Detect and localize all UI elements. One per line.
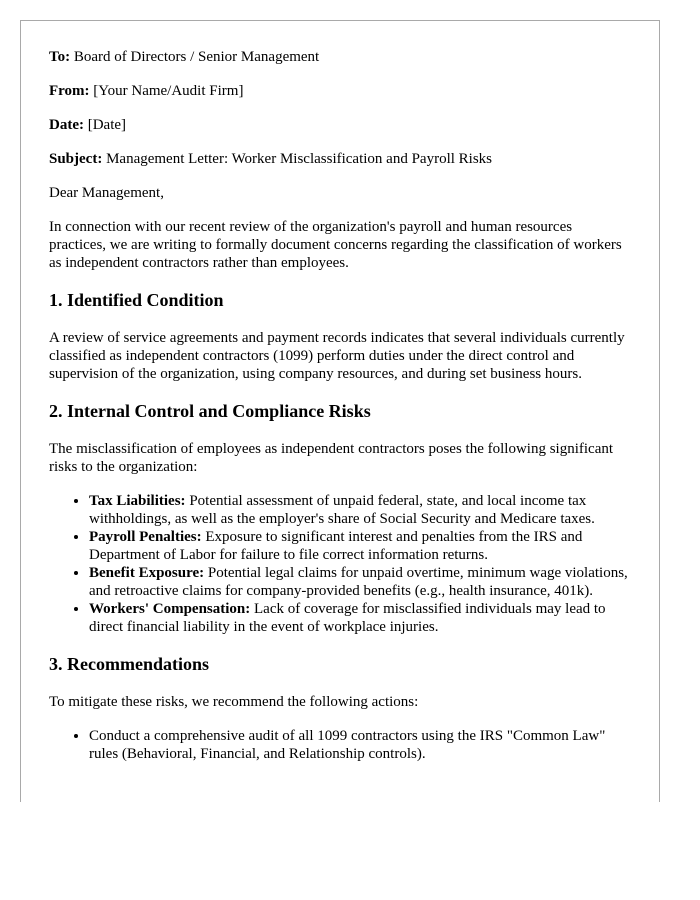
risk-item-label: Workers' Compensation: (89, 601, 251, 617)
salutation: Dear Management, (49, 185, 164, 201)
section1-heading: 1. Identified Condition (49, 290, 224, 310)
risk-item-text: Potential legal claims for unpaid overtime, minimum wage violations, and retroactive claims for company-provided benefits (e.g., health insurance, 401k). (89, 565, 628, 599)
to-label: To: (49, 49, 71, 65)
subject-value: Management Letter: Worker Misclassification and Payroll Risks (102, 151, 493, 167)
risk-item-text: Exposure to significant interest and penalties from the IRS and Department of Labor for failure to file correct information returns. (89, 529, 583, 563)
risk-item-label: Payroll Penalties: (89, 529, 202, 545)
letter-frame (20, 20, 660, 802)
risk-item-text: Potential assessment of unpaid federal, state, and local income tax withholdings, as well as the employer's share of Social Security and Medicare taxes. (89, 493, 595, 527)
section1-paragraph: A review of service agreements and payment records indicates that several individuals currently classified as independent contractors (1099) perform duties under the direct control and supervision of the organization, using company resources, and during set business hours. (49, 330, 625, 382)
risk-item-tax (89, 492, 631, 528)
intro-paragraph: In connection with our recent review of the organization's payroll and human resources practices, we are writing to formally document concerns regarding the classification of workers as independent contractors rather than employees. (49, 219, 622, 271)
risk-item-label: Benefit Exposure: (89, 565, 205, 581)
section3-heading: 3. Recommendations (49, 654, 209, 674)
section2-paragraph: The misclassification of employees as independent contractors poses the following significant risks to the organization: (49, 441, 614, 475)
from-value: [Your Name/Audit Firm] (89, 83, 244, 99)
subject-label: Subject: (49, 151, 103, 167)
to-line (49, 48, 631, 66)
to-value: Board of Directors / Senior Management (70, 49, 320, 65)
section2-heading: 2. Internal Control and Compliance Risks (49, 401, 371, 421)
recommendation-list (49, 727, 631, 763)
date-label: Date: (49, 117, 84, 133)
letter-content (21, 21, 659, 763)
risk-item-benefit (89, 564, 631, 600)
recommendation-item: • Conduct a comprehensive audit of all 1099 contractors using the IRS "Common Law" rules (Behavioral, Financial, and Relationship controls). (89, 727, 631, 763)
section3-paragraph: To mitigate these risks, we recommend the following actions: (49, 694, 419, 710)
risk-item-workers-comp (89, 600, 631, 636)
risk-item-text: Lack of coverage for misclassified individuals may lead to direct financial liability in the event of workplace injuries. (89, 601, 606, 635)
subject-line (49, 150, 631, 168)
from-label: From: (49, 83, 90, 99)
date-line (49, 116, 631, 134)
date-value: [Date] (83, 117, 127, 133)
risk-list (49, 492, 631, 636)
risk-item-label: Tax Liabilities: (89, 493, 186, 509)
risk-item-payroll (89, 528, 631, 564)
from-line (49, 82, 631, 100)
